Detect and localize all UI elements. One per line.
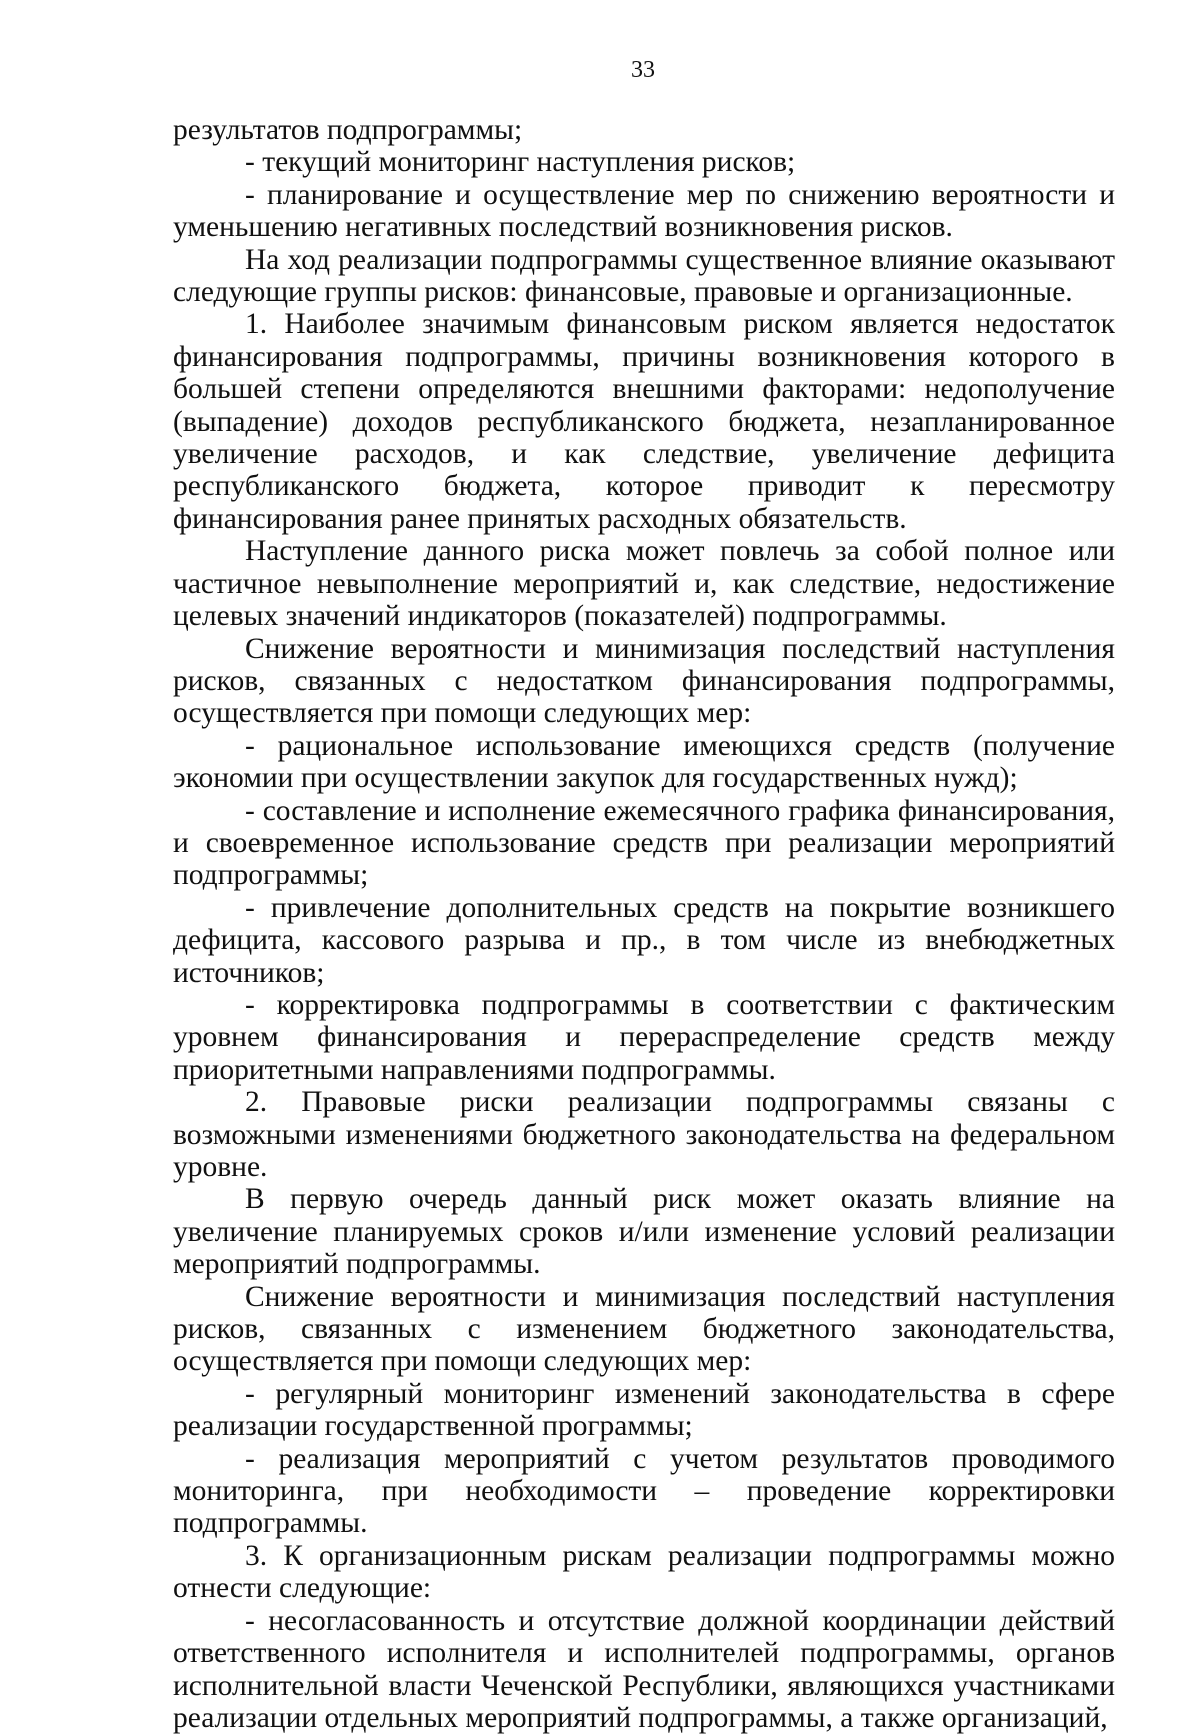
paragraph: Снижение вероятности и минимизация последствий наступления рисков, связанных с изменением бюджетного законодательства, осуществляется при помощи следующих мер: (173, 1280, 1115, 1378)
paragraph: результатов подпрограммы; (173, 114, 523, 146)
paragraph: На ход реализации подпрограммы существенное влияние оказывают следующие группы рисков: финансовые, правовые и организационные. (173, 243, 1115, 309)
list-item: - привлечение дополнительных средств на покрытие возникшего дефицита, кассового разрыва и пр., в том числе из внебюджетных источников; (173, 891, 1115, 989)
list-item: - корректировка подпрограммы в соответствии с фактическим уровнем финансирования и перераспределение средств между приоритетными направлениями подпрограммы. (173, 988, 1115, 1086)
list-item: - составление и исполнение ежемесячного графика финансирования, и своевременное использование средств при реализации мероприятий подпрограммы; (173, 794, 1115, 892)
list-item: - несогласованность и отсутствие должной координации действий ответственного исполнителя и исполнителей подпрограммы, органов исполнительной власти Чеченской Республики, являющихся участниками реализации отдельных мероприятий подпрограммы, а также организаций, (173, 1604, 1115, 1734)
paragraph: 1. Наиболее значимым финансовым риском является недостаток финансирования подпрограммы, причины возникновения которого в большей степени определяются внешними факторами: недополучение (выпадение) доходов республиканского бюджета, незапланированное увеличение расходов, и как следствие, увеличение дефицита республиканского бюджета, которое приводит к пересмотру финансирования ранее принятых расходных обязательств. (173, 308, 1115, 535)
paragraph: 2. Правовые риски реализации подпрограммы связаны с возможными изменениями бюджетного законодательства на федеральном уровне. (173, 1086, 1115, 1183)
list-item: - планирование и осуществление мер по снижению вероятности и уменьшению негативных последствий возникновения рисков. (173, 178, 1115, 244)
paragraph: 3. К организационным рискам реализации подпрограммы можно отнести следующие: (173, 1539, 1115, 1605)
list-item: - регулярный мониторинг изменений законодательства в сфере реализации государственной программы; (173, 1377, 1115, 1443)
body-text (173, 114, 1115, 1734)
list-item: - текущий мониторинг наступления рисков; (245, 146, 796, 179)
paragraph: Наступление данного риска может повлечь за собой полное или частичное невыполнение мероприятий и, как следствие, недостижение целевых значений индикаторов (показателей) подпрограммы. (173, 535, 1115, 633)
list-item: - реализация мероприятий с учетом результатов проводимого мониторинга, при необходимости – проведение корректировки подпрограммы. (173, 1442, 1115, 1540)
paragraph: В первую очередь данный риск может оказать влияние на увеличение планируемых сроков и/или изменение условий реализации мероприятий подпрограммы. (173, 1183, 1115, 1281)
paragraph: Снижение вероятности и минимизация последствий наступления рисков, связанных с недостатком финансирования подпрограммы, осуществляется при помощи следующих мер: (173, 632, 1115, 730)
page-number: 33 (631, 57, 655, 83)
list-item: - рациональное использование имеющихся средств (получение экономии при осуществлении закупок для государственных нужд); (173, 729, 1115, 795)
